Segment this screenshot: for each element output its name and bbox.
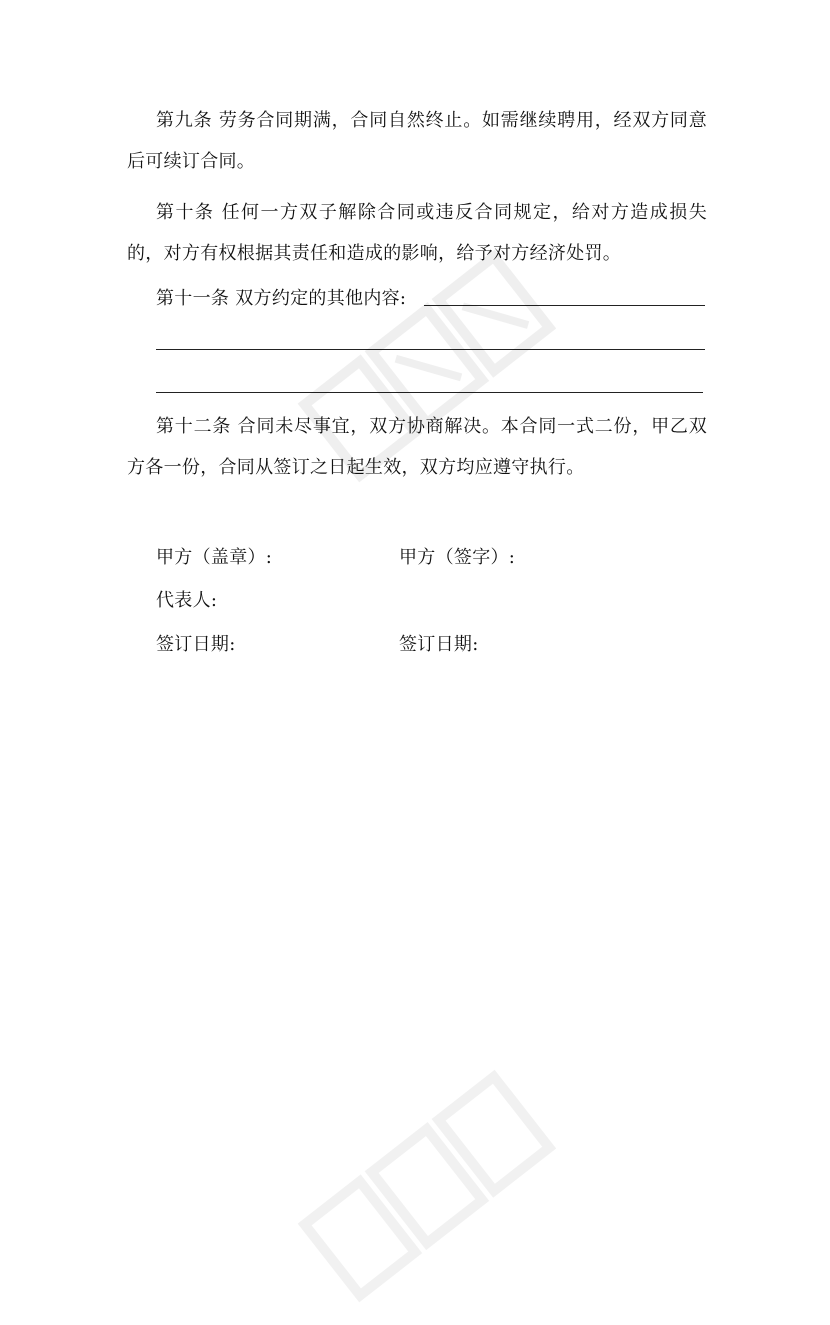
- article-9-paragraph: 第九条 劳务合同期满，合同自然终止。如需继续聘用，经双方同意后可续订合同。: [127, 110, 707, 172]
- article-11-blank-line-2[interactable]: [156, 349, 705, 350]
- article-11-blank-line-1[interactable]: [424, 305, 705, 306]
- sign-date-right-label: 签订日期:: [399, 634, 479, 655]
- article-11-label: 第十一条 双方约定的其他内容:: [156, 288, 407, 309]
- party-a-seal-label: 甲方（盖章）:: [156, 547, 273, 568]
- article-12-paragraph: 第十二条 合同未尽事宜，双方协商解决。本合同一式二份，甲乙双方各一份，合同从签订之日起生效，双方均应遵守执行。: [127, 416, 707, 478]
- article-11-blank-line-3[interactable]: [156, 392, 703, 393]
- sign-date-left-label: 签订日期:: [156, 634, 236, 655]
- article-10-paragraph: 第十条 任何一方双子解除合同或违反合同规定，给对方造成损失的，对方有权根据其责任和造成的影响，给予对方经济处罚。: [127, 202, 707, 264]
- watermark-graphic-bottom: [284, 1055, 575, 1325]
- party-a-sign-label: 甲方（签字）:: [399, 547, 516, 568]
- representative-label: 代表人:: [156, 590, 218, 611]
